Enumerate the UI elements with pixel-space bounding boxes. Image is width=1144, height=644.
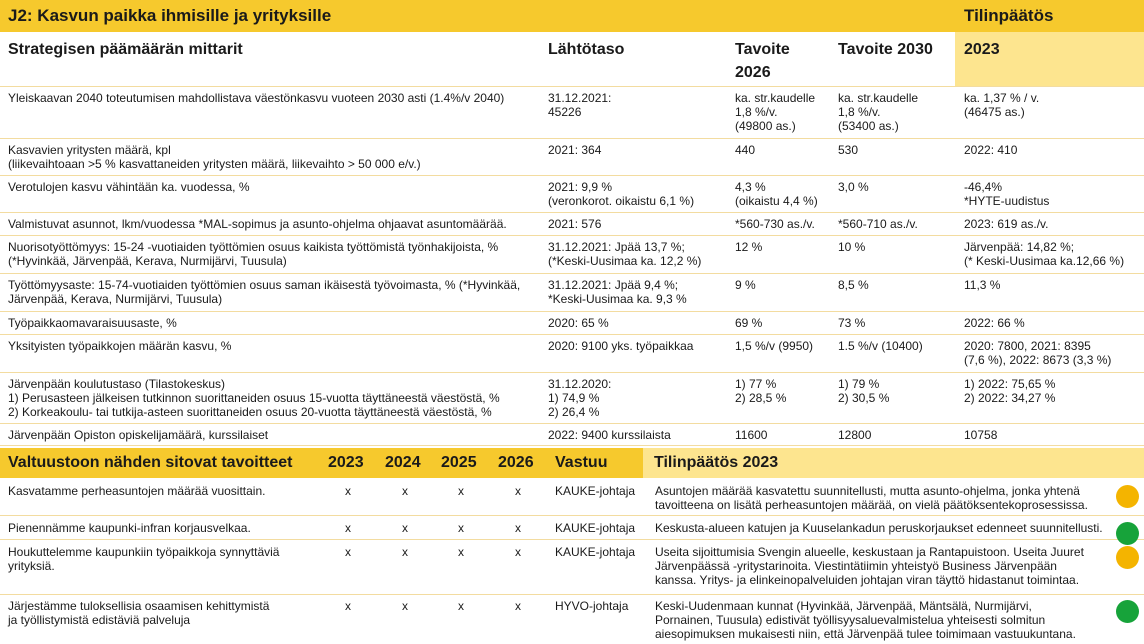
text-line: 12800 [838,428,872,442]
text-line: (oikaistu 4,4 %) [735,194,818,208]
cell-t30 [838,91,918,133]
baseline-header: Lähtötaso [548,41,625,58]
text-line: (7,6 %), 2022: 8673 (3,3 %) [964,353,1112,367]
cell-t30 [838,217,918,231]
page-title: J2: Kasvun paikka ihmisille ja yrityksille [8,6,332,25]
year-mark: x [402,545,408,559]
cell-t30 [838,428,871,442]
text-line: 12 % [735,240,763,254]
goal-text [8,545,279,573]
measures-header: Strategisen päämäärän mittarit [8,41,243,58]
responsible: HYVO-johtaja [555,599,629,613]
text-line: 2) Korkeakoulu- tai tutkija-asteen suorittaneiden osuus 20-vuotta täyttäneestä väestöstä, % [8,405,492,419]
cell-y23 [964,91,1039,119]
text-line: ka. 1,37 % / v. [964,91,1040,105]
text-line: Työpaikkaomavaraisuusaste, % [8,316,177,330]
cell-t26 [735,91,815,133]
year-mark: x [458,484,464,498]
text-line: -46,4% [964,180,1003,194]
cell-b [548,180,694,208]
responsible-header: Vastuu [555,454,608,471]
year-2026-col: 2026 [498,454,534,471]
text-line: Järvenpään Opiston opiskelijamäärä, kurssilaiset [8,428,269,442]
text-line: Järvenpäässä -yritystarinoita. Viestintätiimin yhteistyö Business Järvenpään [655,559,1057,573]
row-divider [0,273,1144,274]
text-line: *560-730 as./v. [735,217,815,231]
text-line: 2) 26,4 % [548,405,600,419]
text-line: (46475 as.) [964,105,1025,119]
row-divider [0,445,1144,446]
goal-text [8,599,269,627]
text-line: 69 % [735,316,763,330]
text-line: Yksityisten työpaikkojen määrän kasvu, % [8,339,232,353]
year-mark: x [402,484,408,498]
text-line: ka. str.kaudelle [735,91,816,105]
text-line: 1) 2022: 75,65 % [964,377,1056,391]
cell-m [8,217,507,231]
text-line: Yleiskaavan 2040 toteutumisen mahdollistava väestönkasvu vuoteen 2030 asti (1.4%/v 2040) [8,91,505,105]
text-line: 31.12.2021: [548,91,612,105]
cell-t30 [838,180,869,194]
text-line: 2021: 576 [548,217,602,231]
year-mark: x [345,521,351,535]
text-line: Pornainen, Tuusula) edistivät työllisyysaluevalmistelua yhteisesti solmitun [655,613,1046,627]
text-line: (liikevaihtoaan >5 % kasvattaneiden yritysten määrä, liikevaihto > 50 000 e/v.) [8,157,421,171]
cell-t30 [838,278,869,292]
cell-m [8,339,231,353]
cell-m [8,278,520,306]
text-line: Kasvavien yritysten määrä, kpl [8,143,171,157]
text-line: Valmistuvat asunnot, lkm/vuodessa *MAL-sopimus ja asunto-ohjelma ohjaavat asuntomäärää. [8,217,507,231]
target2026-header: Tavoite 2026 [735,41,790,81]
text-line: (49800 as.) [735,119,796,133]
text-line: 3,0 % [838,180,869,194]
cell-y23 [964,428,997,442]
cell-b [548,428,671,442]
text-line: (*Keski-Uusimaa ka. 12,2 %) [548,254,702,268]
year-mark: x [402,599,408,613]
year-mark: x [345,545,351,559]
cell-t26 [735,316,762,330]
cell-t30 [838,316,865,330]
row-divider [0,138,1144,139]
cell-m [8,143,421,171]
cell-b [548,217,601,231]
text-line: 1) 79 % [838,377,880,391]
row-divider [0,311,1144,312]
text-line: kanssa. Yritys- ja elinkeinopalveluiden johtajan viran täyttö hidastanut toimintaa. [655,573,1080,587]
row-divider [0,86,1144,87]
cell-m [8,428,268,442]
text-line: 2) 30,5 % [838,391,890,405]
cell-m [8,316,177,330]
cell-m [8,377,500,419]
cell-m [8,240,498,268]
year-mark: x [402,521,408,535]
text-line: 2022: 66 % [964,316,1025,330]
text-line: 1.5 %/v (10400) [838,339,923,353]
row-divider [0,423,1144,424]
cell-t30 [838,377,889,405]
text-line: 31.12.2021: Jpää 13,7 %; [548,240,685,254]
text-line: 2) 2022: 34,27 % [964,391,1056,405]
year-mark: x [515,521,521,535]
text-line: Verotulojen kasvu vähintään ka. vuodessa, % [8,180,250,194]
text-line: Järvenpään koulutustaso (Tilastokeskus) [8,377,225,391]
cell-t26 [735,143,755,157]
cell-b [548,91,611,119]
cell-t26 [735,180,818,208]
text-line: 1) Perusasteen jälkeisen tutkinnon suorittaneiden osuus 15-vuotta täyttäneestä väestöstä, % [8,391,500,405]
row-divider [0,334,1144,335]
cell-t26 [735,278,756,292]
text-line: 2023: 619 as./v. [964,217,1049,231]
text-line: Järvenpää: 14,82 %; [964,240,1075,254]
result-text [655,484,1088,512]
cell-b [548,278,687,306]
text-line: 31.12.2020: [548,377,612,391]
text-line: Järvenpää, Kerava, Nurmijärvi, Tuusula) [8,292,223,306]
responsible: KAUKE-johtaja [555,484,636,498]
cell-b [548,240,701,268]
text-line: Järjestämme tuloksellisia osaamisen kehittymistä [8,599,270,613]
text-line: 1,5 %/v (9950) [735,339,814,353]
text-line: 2020: 9100 yks. työpaikkaa [548,339,694,353]
cell-b [548,377,611,419]
text-line: *HYTE-uudistus [964,194,1050,208]
text-line: Pienennämme kaupunki-infran korjausvelkaa. [8,521,251,535]
cell-b [548,339,693,353]
text-line: 1,8 %/v. [735,105,778,119]
text-line: (*Hyvinkää, Järvenpää, Kerava, Nurmijärvi, Tuusula) [8,254,287,268]
text-line: 31.12.2021: Jpää 9,4 %; [548,278,679,292]
cell-y23 [964,316,1025,330]
text-line: 2020: 7800, 2021: 8395 [964,339,1091,353]
status-amber-icon [1116,546,1139,569]
text-line: Keski-Uudenmaan kunnat (Hyvinkää, Järvenpää, Mäntsälä, Nurmijärvi, [655,599,1032,613]
cell-y23 [964,339,1111,367]
responsible: KAUKE-johtaja [555,521,636,535]
text-line: 8,5 % [838,278,869,292]
cell-y23 [964,143,1017,157]
cell-t26 [735,377,786,405]
status-green-icon [1116,600,1139,623]
text-line: 2022: 9400 kurssilaista [548,428,671,442]
year-mark: x [458,545,464,559]
text-line: Useita sijoittumisia Svengin alueelle, keskustaan ja Rantapuistoon. Useita Juuret [655,545,1084,559]
text-line: 2) 28,5 % [735,391,787,405]
text-line: 440 [735,143,756,157]
text-line: *Keski-Uusimaa ka. 9,3 % [548,292,687,306]
result-text [655,545,1084,587]
text-line: (53400 as.) [838,119,899,133]
text-line: 2021: 9,9 % [548,180,613,194]
year-2023-col: 2023 [328,454,364,471]
result-text [655,599,1076,641]
text-line: 2021: 364 [548,143,602,157]
text-line: 1) 77 % [735,377,777,391]
goals-header: Valtuustoon nähden sitovat tavoitteet [8,454,293,471]
row-divider [0,235,1144,236]
text-line: yrityksiä. [8,559,55,573]
result-text [655,521,1103,535]
cell-b [548,143,601,157]
text-line: Kasvatamme perheasuntojen määrää vuosittain. [8,484,266,498]
row-divider [0,372,1144,373]
text-line: 10 % [838,240,866,254]
text-line: Nuorisotyöttömyys: 15-24 -vuotiaiden työttömien osuus kaikista työttömistä työnhakijoista, % [8,240,499,254]
responsible: KAUKE-johtaja [555,545,636,559]
target2030-header: Tavoite 2030 [838,41,933,58]
text-line: (* Keski-Uusimaa ka.12,66 %) [964,254,1125,268]
cell-b [548,316,609,330]
text-line: ja työllistymistä edistäviä palveluja [8,613,191,627]
cell-t26 [735,339,813,353]
goal-text [8,521,251,535]
text-line: ka. str.kaudelle [838,91,919,105]
cell-t26 [735,428,767,442]
cell-t30 [838,339,923,353]
text-line: Keskusta-alueen katujen ja Kuuselankadun peruskorjaukset edenneet suunnitellusti. [655,521,1103,535]
year-mark: x [345,484,351,498]
text-line: Työttömyysaste: 15-74-vuotiaiden työttömien osuus saman ikäisestä työvoimasta, % (*Hyvinkää, [8,278,521,292]
row-divider [0,594,1144,595]
result-header: Tilinpäätös 2023 [654,454,779,471]
text-line: 530 [838,143,859,157]
text-line: Asuntojen määrää kasvatettu suunnitellusti, mutta asunto-ohjelma, jonka yhtenä [655,484,1080,498]
text-line: 10758 [964,428,998,442]
cell-y23 [964,217,1049,231]
text-line: aiesopimuksen mukaisesti niin, että Järvenpää tulee toimimaan vastuukuntana. [655,627,1076,641]
cell-y23 [964,377,1055,405]
text-line: (veronkorot. oikaistu 6,1 %) [548,194,695,208]
text-line: 11600 [735,428,768,442]
year-2024-col: 2024 [385,454,421,471]
text-line: Houkuttelemme kaupunkiin työpaikkoja synnyttäviä [8,545,280,559]
cell-t26 [735,240,762,254]
text-line: 1) 74,9 % [548,391,600,405]
row-divider [0,175,1144,176]
text-line: 2020: 65 % [548,316,609,330]
text-line: 45226 [548,105,582,119]
text-line: *560-710 as./v. [838,217,918,231]
cell-m [8,91,504,105]
goal-text [8,484,265,498]
year-mark: x [458,599,464,613]
cell-t30 [838,240,865,254]
text-line: 2022: 410 [964,143,1018,157]
status-green-icon [1116,522,1139,545]
text-line: 1,8 %/v. [838,105,881,119]
text-line: tavoitteena on lisätä perheasuntojen määrää, on vielä päätöksentekoprosessissa. [655,498,1088,512]
year2023-header: 2023 [964,41,1000,58]
year-mark: x [345,599,351,613]
row-divider [0,515,1144,516]
cell-t30 [838,143,858,157]
cell-t26 [735,217,815,231]
row-divider [0,212,1144,213]
year-mark: x [458,521,464,535]
year-mark: x [515,484,521,498]
cell-m [8,180,250,194]
year-mark: x [515,545,521,559]
row-divider [0,539,1144,540]
tilinpaatos-label: Tilinpäätös [964,6,1054,25]
cell-y23 [964,240,1124,268]
cell-y23 [964,180,1049,208]
text-line: 9 % [735,278,756,292]
text-line: 4,3 % [735,180,766,194]
year-2025-col: 2025 [441,454,477,471]
year-mark: x [515,599,521,613]
text-line: 11,3 % [964,278,1001,292]
cell-y23 [964,278,1000,292]
status-amber-icon [1116,485,1139,508]
text-line: 73 % [838,316,866,330]
